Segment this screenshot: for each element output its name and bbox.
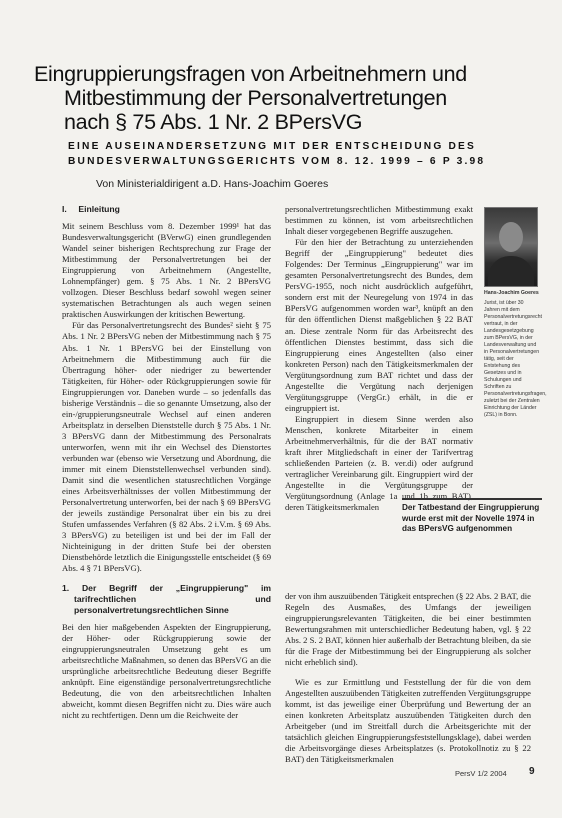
paragraph: Mit seinem Beschluss vom 8. Dezember 1999¹ hat das Bundesverwaltungsgericht (BVerwG) einen grundlegenden Wandel seiner bisherigen Rechtsprechung zur Frage der Mitbestimmung der Personalvertretungen bei der Eingruppierung von Arbeitnehmern (Angestellte, Lohnempfänger) gem. § 75 Abs. 1 Nr. 2 BPersVG vollzogen. Dieser Beschluss bedarf sowohl wegen seiner systematischen Betrachtungen als auch wegen seinen praktischen Auswirkungen der kritischen Bewertung. (62, 221, 271, 320)
paragraph: personalvertretungsrechtlichen Mitbestimmung exakt bestimmen zu können, ist vom arbeitsrechtlichen Inhalt dieser vorgegebenen Begriffe auszugehen. (285, 204, 473, 237)
title-line-3: nach § 75 Abs. 1 Nr. 2 BPersVG (64, 110, 363, 134)
author-bio-name: Hans-Joachim Goeres (484, 290, 539, 296)
article-subtitle (68, 139, 548, 169)
subtitle-line-2: BUNDESVERWALTUNGSGERICHTS VOM 8. 12. 1999 – 6 P 3.98 (68, 156, 486, 167)
column-middle-continued (285, 582, 531, 773)
title-line-1: Eingruppierungsfragen von Arbeitnehmern und (34, 62, 467, 86)
section-number: I. (62, 204, 67, 214)
section-heading-1 (62, 204, 271, 215)
subsection-heading: 1. Der Begriff der „Eingruppierung" im tarifrechtlichen und personalvertretungsrechtlichen Sinne (62, 582, 271, 615)
photo-face (499, 222, 523, 252)
paragraph: Eingruppiert in diesem Sinne werden also Menschen, konkrete Mitarbeiter in einem Arbeitnehmerverhältnis, für die der BAT normativ kraft ihrer Mitgliedschaft in einer der Tarifvertrag schließenden Parteien (z. B. ver.di) oder aufgrund vertraglicher Vereinbarung gilt. Eingruppiert wird der Angestellte in die Vergütungsgruppe der Vergütungsordnung (Anlage 1a und 1b zum BAT), deren Tätigkeitsmerkmalen (285, 413, 473, 513)
paragraph: der von ihm auszuübenden Tätigkeit entsprechen (§ 22 Abs. 2 BAT, die Regeln des Ausmaßes, des Umfangs der jeweiligen eingruppierungsrelevanten Tätigkeiten, die bei einer bestimmten Bewertungsrahmen mit unterschiedlicher Bedeutung haben, vgl. § 22 Abs. 2 S. 2 BAT, können hier außerhalb der Betrachtung bleiben, da sie für die Frage der Mitbestimmung bei der Eingruppierung als solcher nicht erheblich sind). (285, 590, 531, 667)
author-bio-text: Jurist, ist über 30 Jahren mit dem Personalvertretungsrecht vertraut, in der Landesgesetzgebung zum BPersVG, in der Landesverwaltung und in Personalvertretungen tätig, seit der Entstehung des Gesetzes und in Schulungen und Schriften zu Personalvertretungsfragen, zuletzt bei der Zentralen Einrichtung der Länder (ZSL) in Bonn. (484, 300, 547, 418)
paragraph: Für den hier der Betrachtung zu unterziehenden Begriff der „Eingruppierung" bedeutet dies Folgendes: Der Terminus „Eingruppierung" war im gesamten Personalvertretungsrecht des Bundes, dem PersVG-1955, noch nicht ausdrücklich aufgeführt, sondern erst mit der Neuregelung von 1974 in das BPersVG aufgenommen worden war³, knüpft an den für den öffentlichen Dienst maßgeblichen § 22 BAT an. Diese zentrale Norm für das Arbeitsrecht des öffentlichen Dienstes bestimmt, dass sich die Eingruppierung eines Angestellten (also einer konkreten Person) nach den Tätigkeitsmerkmalen der Vergütungsordnung zum BAT richtet und dass der Angestellte die Vergütung nach derjenigen Vergütungsgruppe (VergGr.) erhält, in die er eingruppiert ist. (285, 237, 473, 413)
page-number: 9 (529, 766, 535, 777)
column-left (62, 204, 271, 721)
author-photo (484, 207, 538, 287)
paragraph: Bei den hier maßgebenden Aspekten der Eingruppierung, der Höher- oder Rückgruppierung sowie der eingruppierungsneutralen Umsetzung geht es um arbeitsrechtliche Maßnahmen, so denen das BPersVG an die ursprüngliche arbeitsrechtliche Bedeutung dieser Begriffe anknüpft. Eine eigenständige personalvertretungsrechtliche Bedeutung, die von den arbeitsrechtlichen Inhalten abweicht, kommt diesen Begriffen nicht zu. Dies wäre auch nicht zu rechtfertigen. Denn um die Reichweite der (62, 621, 271, 720)
journal-footer: PersV 1/2 2004 (455, 769, 507, 778)
photo-shoulders (488, 256, 534, 286)
section-title: Einleitung (78, 204, 120, 214)
author-bio (484, 290, 547, 419)
pull-quote: Der Tatbestand der Eingruppierung wurde erst mit der Novelle 1974 in das BPersVG aufgenommen (402, 498, 542, 535)
article-title (34, 62, 534, 134)
column-middle (285, 204, 473, 513)
title-line-2: Mitbestimmung der Personalvertretungen (64, 86, 447, 110)
subtitle-line-1: EINE AUSEINANDERSETZUNG MIT DER ENTSCHEIDUNG DES (68, 141, 477, 152)
paragraph: Für das Personalvertretungsrecht des Bundes² sieht § 75 Abs. 1 Nr. 2 BPersVG neben der Mitbestimmung nach § 75 Abs. 1 Nr. 1 BPersVG bei der Einstellung von Arbeitnehmern die Mitbestimmung auch für die Übertragung höher- oder niedriger zu bewertender Tätigkeiten, für Höher- oder Rückgruppierungen sowie für Eingruppierungen vor. Daneben wurde – so jedenfalls das bisherige Verständnis – die so genannte Umsetzung, also der ein-/gruppierungsneutrale Wechsel auf einen anderen Arbeitsplatz in derselben Dienststelle durch § 75 Abs. 1 Nr. 3 BPersVG dann der Mitbestimmung des Personalrats unterworfen, wenn mit ihr ein Wechsel des Dienstortes verbunden war (ebenso wie Versetzung und Abordnung, die immer mit einem Dienststellenwechsel verbunden sind). Damit sind die wesentlichen statusrechtlichen Vorgänge eines Arbeitsverhältnisses der vollen Mitbestimmung der Personalvertretung unterworfen, bei der nach § 69 BPersVG der jeweils zuständige Personalrat über ein bis zu drei Stufen umfassendes Verfahren (§ 82 Abs. 2 i.V.m. § 69 Abs. 3 BPersVG) zu beteiligen ist und bei der im Fall der Nichteinigung in der dritten Stufe bei der obersten Dienstbehörde letztlich die Einigungsstelle entscheidet (§ 69 Abs. 4 § 71 BPersVG). (62, 320, 271, 574)
paragraph: Wie es zur Ermittlung und Feststellung der für die von dem Angestellten auszuübenden Tätigkeiten zutreffenden Vergütungsgruppe kommt, ist das jeweilige einer Überprüfung und Bewertung der an einen konkreten Arbeitsplatz auszuübenden Tätigkeiten durch den Arbeitgeber (und im Streitfall durch die Arbeitsgerichte mit der tatsächlich gleichen Eingruppierungsfeststellungsklage), dabei werden die Arbeitsvorgänge dieses Arbeitsplatzes (s. Protokollnotiz zu § 22 BAT) den Tätigkeitsmerkmalen (285, 676, 531, 764)
author-line: Von Ministerialdirigent a.D. Hans-Joachim Goeres (96, 178, 329, 190)
